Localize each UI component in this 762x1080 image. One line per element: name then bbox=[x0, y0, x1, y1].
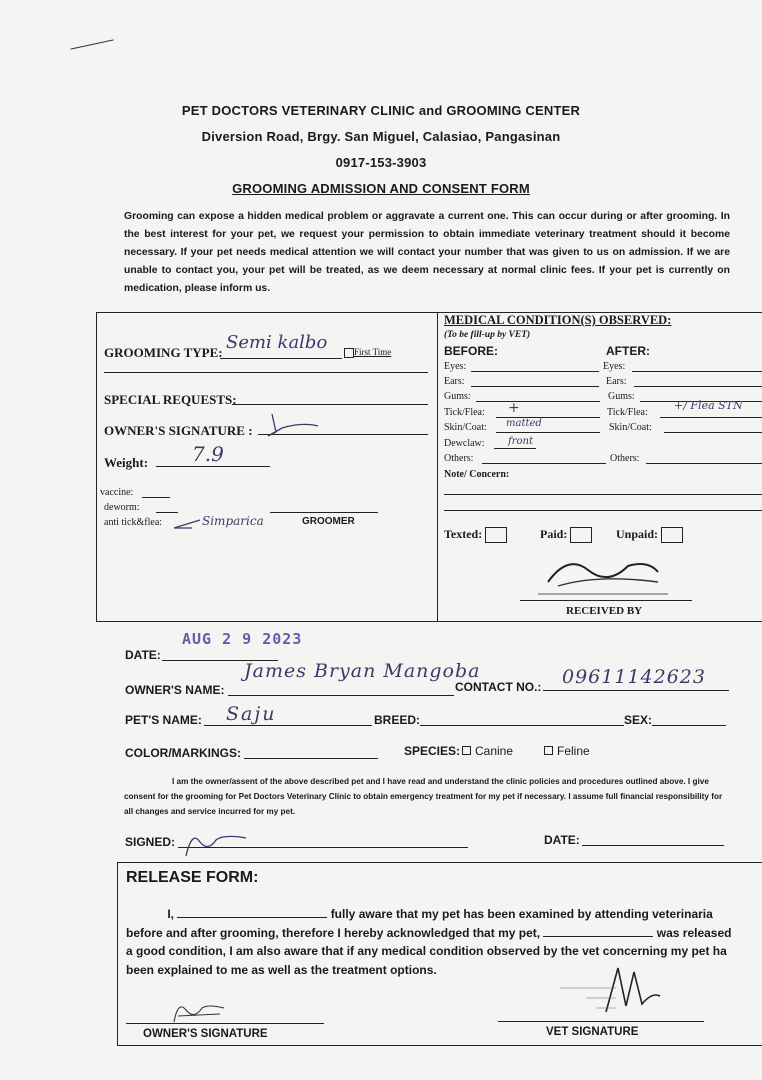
clinic-name: PET DOCTORS VETERINARY CLINIC and GROOMING CENTER bbox=[181, 103, 581, 118]
first-time-label: First Time bbox=[354, 347, 392, 357]
clinic-phone: 0917-153-3903 bbox=[335, 155, 427, 170]
unpaid-label: Unpaid: bbox=[616, 527, 659, 541]
signature-scribble-icon bbox=[180, 828, 250, 858]
grooming-type-value[interactable]: Semi kalbo bbox=[226, 332, 328, 353]
gums-before-label: Gums: bbox=[444, 391, 471, 402]
owner-signature-release-label: OWNER'S SIGNATURE bbox=[143, 1028, 268, 1040]
pen-mark bbox=[70, 39, 113, 49]
eyes-before-label: Eyes: bbox=[444, 361, 467, 372]
medical-subtitle: (To be fill-up by VET) bbox=[444, 330, 531, 340]
paid-label: Paid: bbox=[540, 527, 568, 541]
antitick-value[interactable]: Simparica bbox=[202, 514, 264, 528]
stamp-signature-icon bbox=[518, 552, 668, 598]
signature-scribble-icon bbox=[262, 412, 322, 438]
ears-after-label: Ears: bbox=[606, 376, 627, 387]
special-requests-label: SPECIAL REQUESTS: bbox=[104, 392, 237, 407]
release-name-field[interactable] bbox=[177, 905, 327, 918]
owner-name-value[interactable]: James Bryan Mangoba bbox=[244, 660, 481, 682]
consent-text: I am the owner/assent of the above described pet and I have read and understand the clinic policies and procedures outlined above. I give consent for the grooming for Pet Doctors Veterinary Clinic to obtain emergency treatment for my pet if necessary. I assume full financial responsibility for all changes and service incurred for my pet. bbox=[124, 777, 723, 816]
unpaid-box[interactable] bbox=[661, 527, 683, 543]
weight-value[interactable]: 7.9 bbox=[192, 442, 224, 466]
contact-value[interactable]: 09611142623 bbox=[562, 666, 706, 688]
gums-after-label: Gums: bbox=[608, 391, 635, 402]
color-label: COLOR/MARKINGS: bbox=[125, 746, 241, 760]
received-by-label: RECEIVED BY bbox=[566, 605, 643, 617]
release-line2b: was released bbox=[656, 925, 732, 940]
release-pet-field[interactable] bbox=[543, 924, 653, 937]
canine-option[interactable] bbox=[462, 744, 513, 758]
dewclaw-value[interactable]: front bbox=[508, 436, 533, 447]
owner-name-label: OWNER'S NAME: bbox=[125, 683, 225, 697]
form-title: GROOMING ADMISSION AND CONSENT FORM bbox=[232, 181, 530, 196]
owner-signature-scribble[interactable] bbox=[262, 412, 322, 443]
texted-checkbox[interactable] bbox=[444, 527, 507, 543]
intro-text: Grooming can expose a hidden medical problem or aggravate a current one. This can occur during or after grooming. In the best interest for your pet, we request your permission to obtain immediate veterinary treatment should it become necessary. If your pet needs medical attention we will contact your number that was given to us on admission. If we are unable to contact you, your pet will be treated, as we deem necessary at normal clinic fees. If your pet is currently on medication, please inform us. bbox=[124, 211, 730, 294]
note-label: Note/ Concern: bbox=[444, 469, 510, 480]
grooming-type-label: GROOMING TYPE: bbox=[104, 345, 223, 360]
species-label: SPECIES: bbox=[404, 744, 461, 758]
feline-label: Feline bbox=[557, 744, 590, 758]
others-before-label: Others: bbox=[444, 453, 474, 464]
release-line2: before and after grooming, therefore I hereby acknowledged that my pet, bbox=[126, 925, 541, 940]
ears-before-label: Ears: bbox=[444, 376, 465, 387]
signature-scribble-icon bbox=[168, 998, 228, 1024]
unpaid-checkbox[interactable] bbox=[616, 527, 683, 543]
skin-before-label: Skin/Coat: bbox=[444, 422, 487, 433]
owner-release-scribble bbox=[168, 998, 228, 1029]
clinic-address: Diversion Road, Brgy. San Miguel, Calasiao, Pangasinan bbox=[201, 129, 561, 144]
vet-signature-stamp bbox=[556, 962, 666, 1023]
release-body bbox=[126, 905, 762, 979]
release-title: RELEASE FORM: bbox=[126, 869, 259, 886]
canine-label: Canine bbox=[475, 744, 514, 758]
release-line4: been explained to me as well as the treatment options. bbox=[126, 962, 437, 977]
pet-name-value[interactable]: Saju bbox=[226, 703, 277, 725]
tick-before-value[interactable]: + bbox=[508, 400, 520, 416]
date-label: DATE: bbox=[125, 648, 161, 662]
dewclaw-label: Dewclaw: bbox=[444, 438, 485, 449]
tick-before-label: Tick/Flea: bbox=[444, 407, 485, 418]
paid-box[interactable] bbox=[570, 527, 592, 543]
pet-name-label: PET'S NAME: bbox=[125, 713, 202, 727]
others-after-label: Others: bbox=[610, 453, 640, 464]
owner-signature-label: OWNER'S SIGNATURE : bbox=[104, 423, 253, 438]
signed-date-label: DATE: bbox=[544, 833, 580, 847]
tick-after-label: Tick/Flea: bbox=[607, 407, 648, 418]
signed-label: SIGNED: bbox=[125, 835, 176, 849]
groomer-label: GROOMER bbox=[302, 516, 355, 527]
feline-option[interactable] bbox=[544, 744, 590, 758]
antitick-label: anti tick&flea: bbox=[104, 517, 163, 528]
skin-after-label: Skin/Coat: bbox=[609, 422, 652, 433]
medical-title: MEDICAL CONDITION(S) OBSERVED: bbox=[444, 313, 672, 327]
date-stamp: AUG 2 9 2023 bbox=[182, 630, 303, 648]
contact-label: CONTACT NO.: bbox=[455, 680, 542, 694]
texted-box[interactable] bbox=[485, 527, 507, 543]
antitick-check-mark bbox=[172, 516, 202, 537]
received-signature-stamp bbox=[518, 552, 668, 603]
release-line1: fully aware that my pet has been examined by attending veterinaria bbox=[330, 907, 713, 921]
check-mark-icon bbox=[172, 516, 202, 532]
eyes-after-label: Eyes: bbox=[603, 361, 626, 372]
vet-signature-icon bbox=[556, 962, 666, 1018]
vet-signature-label: VET SIGNATURE bbox=[546, 1026, 639, 1038]
vaccine-label: vaccine: bbox=[100, 487, 134, 498]
deworm-label: deworm: bbox=[104, 502, 140, 513]
weight-label: Weight: bbox=[104, 455, 149, 470]
skin-before-value[interactable]: matted bbox=[506, 418, 542, 429]
signed-scribble[interactable] bbox=[180, 828, 250, 863]
release-line3: a good condition, I am also aware that if any medical condition observed by the vet concerning my pet ha bbox=[126, 944, 727, 958]
before-label: BEFORE: bbox=[444, 344, 498, 358]
tick-after-value[interactable]: +/ Flea STN bbox=[674, 399, 743, 412]
breed-label: BREED: bbox=[374, 713, 421, 727]
after-label: AFTER: bbox=[606, 344, 650, 358]
paid-checkbox[interactable] bbox=[540, 527, 592, 543]
release-i-label: I, bbox=[167, 907, 174, 921]
first-time-checkbox[interactable] bbox=[344, 347, 391, 358]
sex-label: SEX: bbox=[624, 713, 653, 727]
box-divider bbox=[437, 312, 438, 622]
texted-label: Texted: bbox=[444, 527, 483, 541]
